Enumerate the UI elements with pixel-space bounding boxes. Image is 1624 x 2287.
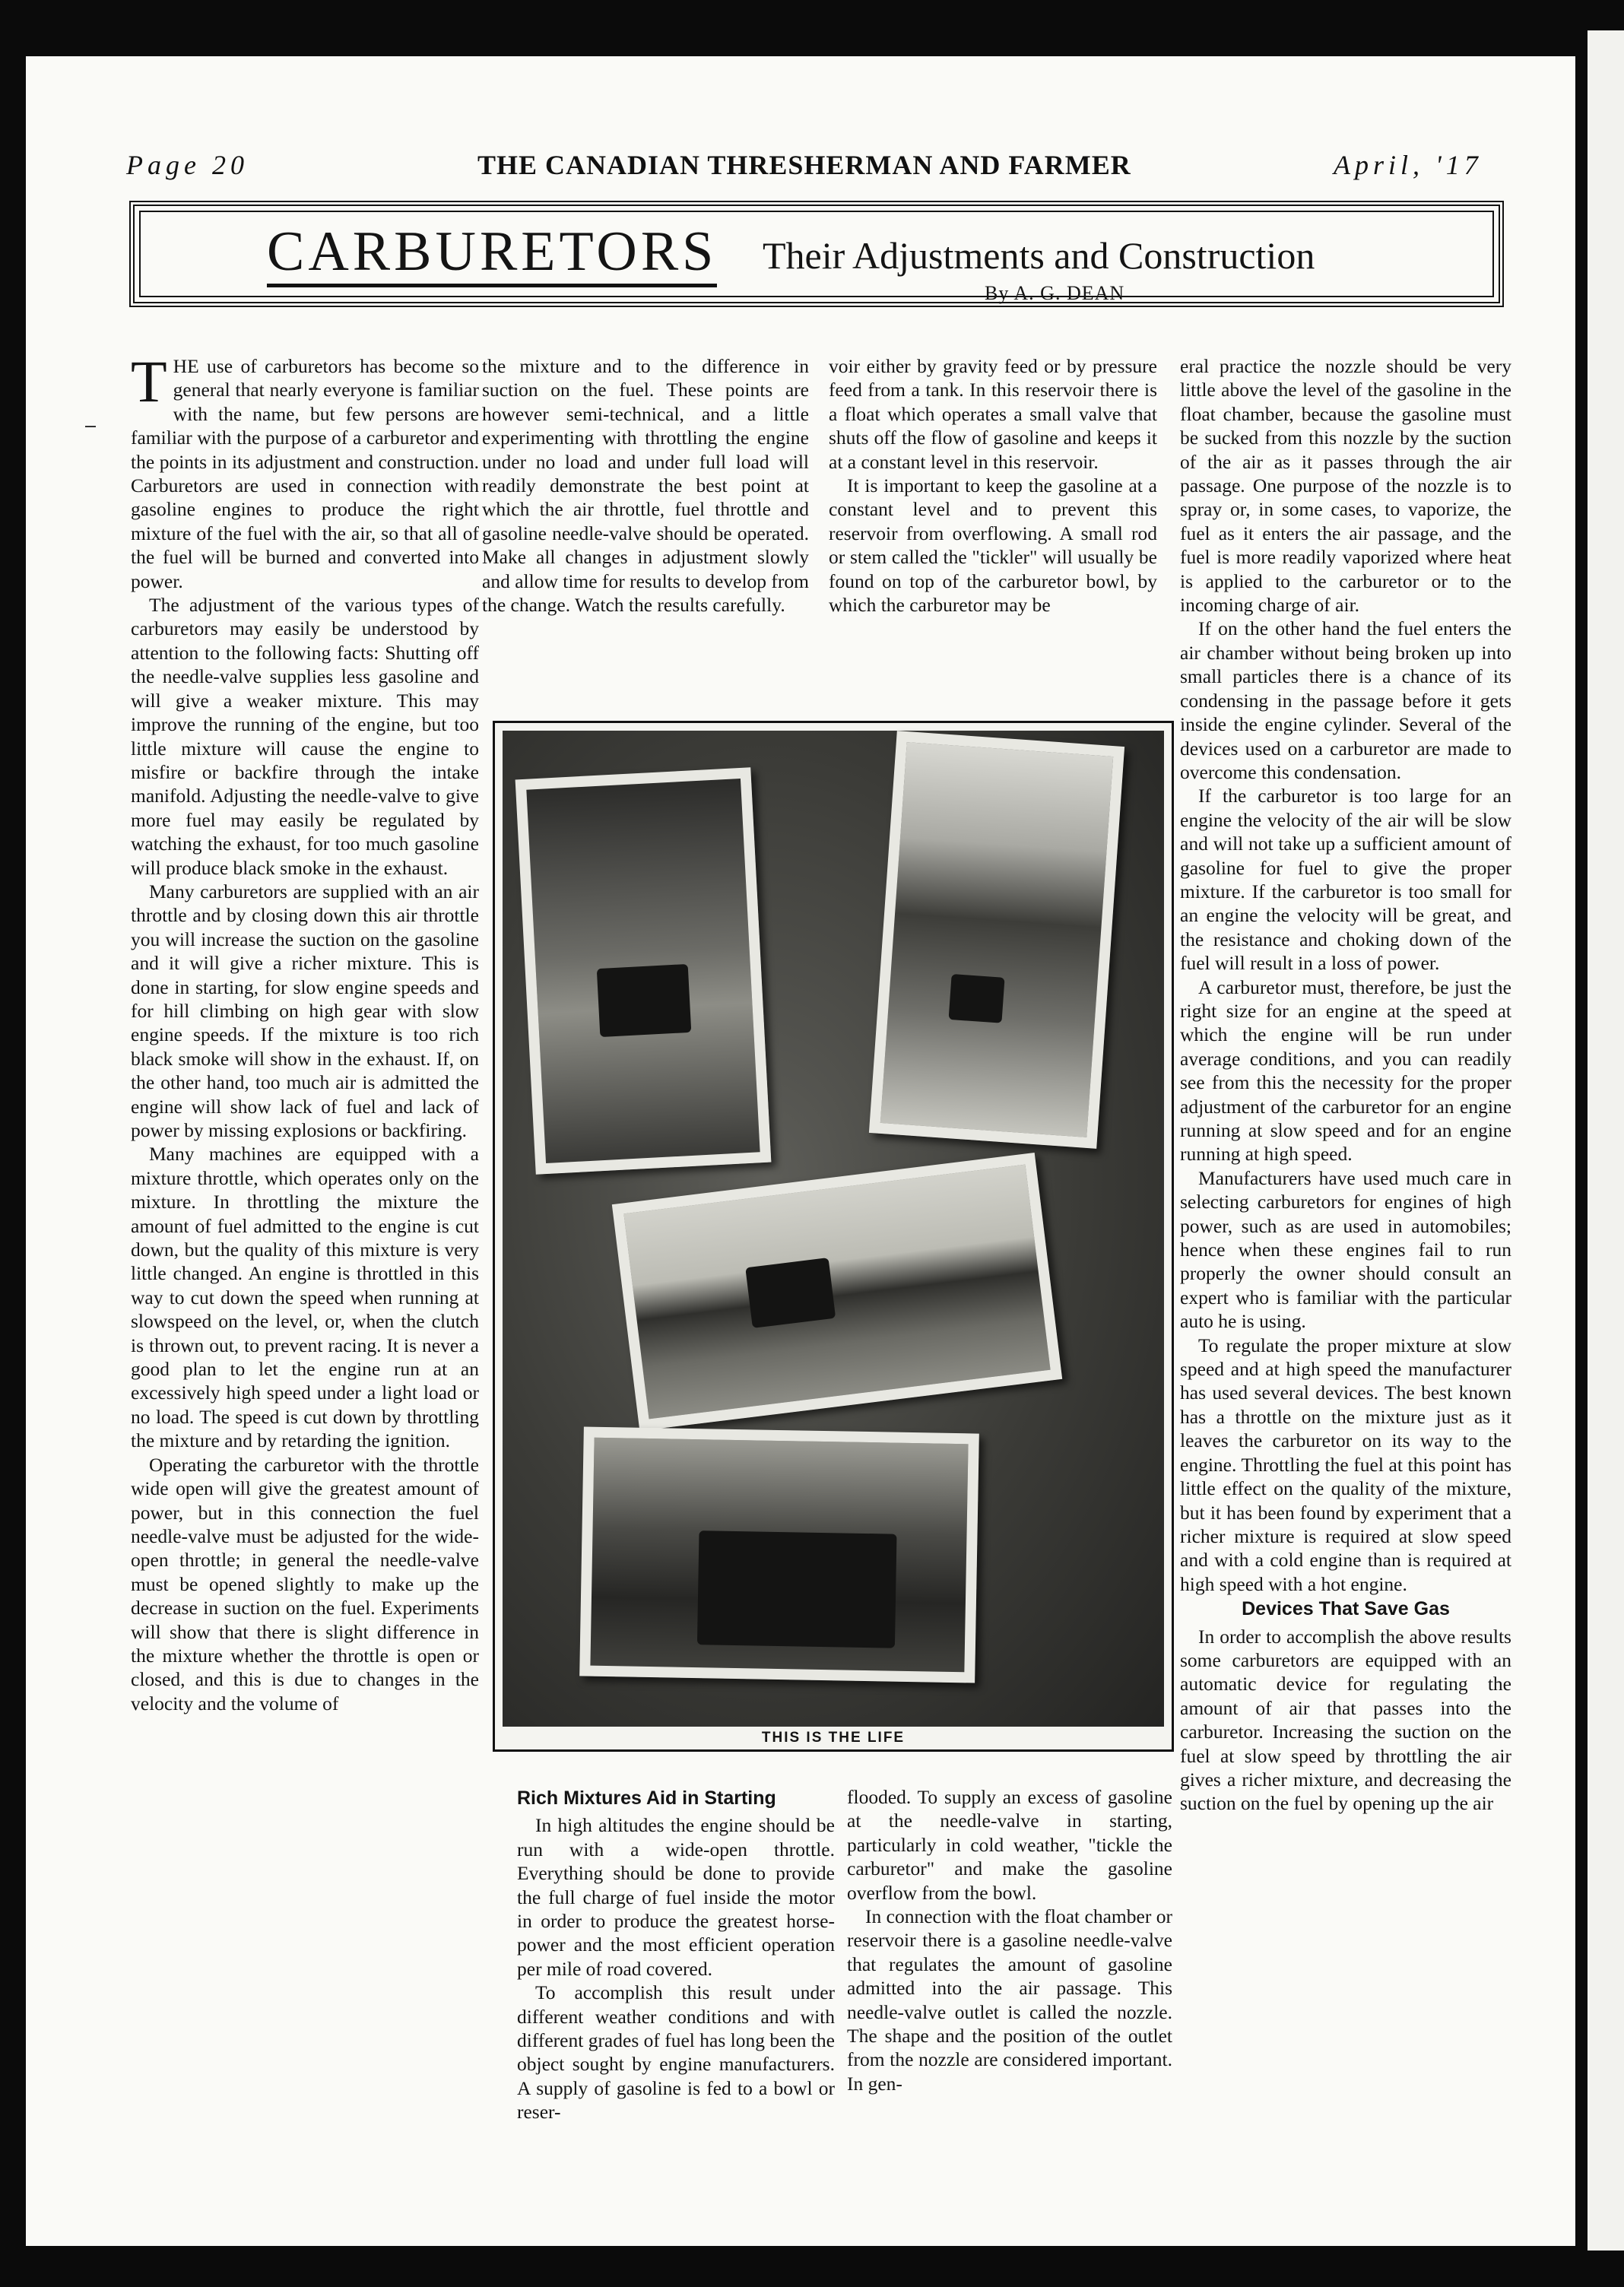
headline-inner-rule	[139, 211, 1494, 304]
publication-title: THE CANADIAN THRESHERMAN AND FARMER	[477, 150, 1131, 180]
paragraph: To regulate the proper mixture at slow speed and at high speed the manufacturer has used several devices. The best known has a throttle on the mixture just as it leaves the carburetor on its way to the engine. Throttling the fuel at this point has little effect on the quality of the mixture, but it has been found by experiment that a richer mixture is required at slow speed and with a cold engine than is required at high speed with a hot engine.	[1180, 1334, 1511, 1595]
paragraph: If on the other hand the fuel enters the air chamber without being broken up into small particles there is a chance of its condensing in the passage before it gets inside the engine cylinder. Several of the devices used on a carburetor are made to overcome this condensation.	[1180, 617, 1511, 783]
paragraph: In connection with the float chamber or reservoir there is a gasoline needle-valve that regulates the amount of gasoline admitted into the air passage. This needle-valve outlet is called the nozzle. The shape and the position of the outlet from the nozzle are considered important. In gen-	[847, 1905, 1172, 2095]
paragraph: In high altitudes the engine should be run with a wide-open throttle. Everything should be done to provide the full charge of fuel inside the motor in order to produce the greatest horse-power and the most efficient operation per mile of road covered.	[517, 1814, 835, 1980]
paragraph: voir either by gravity feed or by pressure feed from a tank. In this reservoir there is a float which operates a small valve that shuts off the flow of gasoline and keeps it at a constant level in this reservoir.	[829, 355, 1157, 473]
paragraph: It is important to keep the gasoline at a constant level and to prevent this reservoir from overflowing. A small rod or stem called the "tickler" will usually be found on top of the carburetor bowl, by which the carburetor may be	[829, 474, 1157, 617]
section-heading: Rich Mixtures Aid in Starting	[517, 1787, 776, 1809]
paragraph: Many machines are equipped with a mixture throttle, which operates only on the mixture. In throttling the mixture the amount of fuel admitted to the engine is cut down, but the quality of this mixture is very little changed. An engine is throttled in this way to cut down the speed when running at slowspeed on the level, or, when the clutch is thrown out, to prevent racing. It is never a good plan to let the engine run at an excessively high speed under a light load or no load. The speed is cut down by throttling the mixture and by retarding the ignition.	[131, 1143, 479, 1452]
article-subtitle: Their Adjustments and Construction	[763, 234, 1315, 277]
paragraph: If the carburetor is too large for an engine the velocity of the air will be slow and will not take up a sufficient amount of gasoline for fuel to give the proper mixture. If the carburetor is too small for an engine the velocity will be great, and the resistance and choking down of the fuel will result in a loss of power.	[1180, 785, 1511, 975]
car-silhouette	[949, 974, 1005, 1023]
paragraph: A carburetor must, therefore, be just the right size for an engine at the speed at which the engine will be run under average conditions, and you can readily see from this the necessity for the proper adjustment of the carburetor for an engine running at slow speed and for an engine running at high speed.	[1180, 975, 1511, 1166]
photo-motorists-by-house	[579, 1426, 979, 1683]
drop-cap: T	[131, 348, 167, 414]
column-5	[517, 1785, 835, 2124]
car-silhouette	[597, 964, 692, 1037]
car-silhouette	[745, 1258, 836, 1328]
paragraph: Many carburetors are supplied with an air throttle and by closing down this air throttle you will increase the suction on the gasoline and it will give a richer mixture. This is done in starting, for slow engine speeds and for hill climbing on high gear with slow engine speeds. If the mixture is too rich black smoke will show in the exhaust. If, on the other hand, too much air is admitted the engine will show lack of fuel and lack of power by missing explosions or backfiring.	[131, 880, 479, 1141]
photo-car-on-dirt-road	[515, 767, 772, 1175]
column-1	[131, 348, 479, 1715]
figure-caption: THIS IS THE LIFE	[761, 1730, 906, 1746]
adjacent-page-edge	[1575, 0, 1624, 2287]
paragraph: The adjustment of the various types of carburetors may easily be understood by attention to the following facts: Shutting off the needle-valve supplies less gasoline and will give a weaker mixture. This may improve the running of the engine, but too little mixture will cause the engine to misfire or backfire through the intake manifold. Adjusting the needle-valve to give more fuel may easily be regulated by watching the exhaust, for too much gasoline will produce black smoke in the exhaust.	[131, 594, 479, 879]
column-4	[1180, 354, 1511, 1816]
adjacent-page-strip	[1588, 30, 1624, 2251]
paragraph: In order to accomplish the above results some carburetors are equipped with an automatic device for regulating the amount of air that passes into the carburetor. Increasing the suction on the fuel at slow speed by throttling the air gives a richer mixture, and decreasing the suction on the fuel by opening up the air	[1180, 1625, 1511, 1815]
car-silhouette	[697, 1530, 897, 1648]
photo-collage	[503, 731, 1164, 1727]
paragraph-text: HE use of carburetors has become so general that nearly everyone is familiar with the name, but few persons are familiar with the purpose of a carburetor and the points in its adjustment and construction. Carburetors are used in connection with gasoline engines to produce the right mixture of the fuel with the air, so that all of the fuel will be burned and converted into power.	[131, 355, 479, 592]
photo-collage-figure	[493, 721, 1174, 1752]
article-byline: By A. G. DEAN	[985, 282, 1125, 304]
paragraph: the mixture and to the difference in suction on the fuel. These points are however semi-technical, and a little experimenting with throttling the engine under no load and under full load will readily demonstrate the best point at which the air throttle, fuel throttle and gasoline needle-valve should be operated. Make all changes in adjustment slowly and allow time for results to develop from the change. Watch the results carefully.	[482, 355, 809, 617]
paragraph: flooded. To supply an excess of gasoline at the needle-valve in starting, particularly in cold weather, "tickle the carburetor" and make the gasoline overflow from the bowl.	[847, 1786, 1172, 1904]
headline-box	[129, 201, 1504, 307]
column-6	[847, 1785, 1172, 2095]
paragraph: eral practice the nozzle should be very little above the level of the gasoline in the float chamber, because the gasoline must be sucked from this nozzle by the suction of the air as it passes through the air passage. One purpose of the nozzle is to spray or, in some cases, to vaporize, the fuel as it enters the air passage, and the fuel is more readily vaporized where heat is applied to the carburetor or to the incoming charge of air.	[1180, 355, 1511, 617]
issue-date: April, '17	[1334, 150, 1483, 180]
article-title: CARBURETORS	[267, 223, 717, 287]
paragraph: Manufacturers have used much care in selecting carburetors for engines of high power, such as are used in automobiles; hence when these engines fail to run properly the owner should consult an expert who is familiar with the particular auto he is using.	[1180, 1166, 1511, 1333]
page-number: Page 20	[126, 150, 249, 180]
paragraph: To accomplish this result under different weather conditions and with different grades of fuel has long been the object sought by engine manufacturers. A supply of gasoline is fed to a bowl or reser-	[517, 1981, 835, 2124]
photo-car-on-prairie	[612, 1153, 1062, 1431]
photo-car-on-forest-road	[869, 731, 1124, 1149]
column-3	[829, 354, 1157, 617]
margin-mark	[85, 426, 96, 427]
section-heading: Devices That Save Gas	[1242, 1598, 1450, 1620]
paragraph	[131, 348, 479, 593]
column-2	[482, 354, 809, 617]
paragraph: Operating the carburetor with the throttle wide open will give the greatest amount of power, but in this connection the fuel needle-valve must be adjusted for the wide-open throttle; in general the needle-valve must be opened slightly to make up the decrease in suction on the fuel. Experiments will show that there is slight difference in the mixture whether the throttle is open or closed, and this is due to changes in the velocity and the volume of	[131, 1453, 479, 1714]
